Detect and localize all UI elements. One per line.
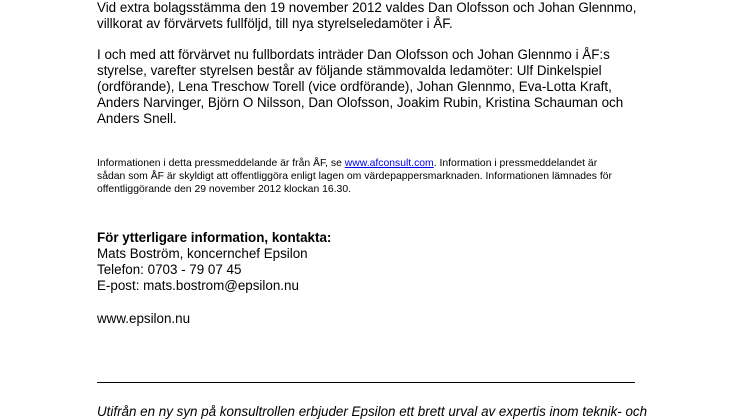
- contact-email: E-post: mats.bostrom@epsilon.nu: [97, 278, 299, 293]
- disclosure-line-3: offentliggörande den 29 november 2012 klockan 16.30.: [97, 184, 351, 195]
- contact-name: Mats Boström, koncernchef Epsilon: [97, 246, 308, 261]
- footer-text: Utifrån en ny syn på konsultrollen erbjuder Epsilon ett brett urval av expertis inom teknik- och: [97, 404, 648, 419]
- paragraph-2-line-3: (ordförande), Lena Treschow Torell (vice ordförande), Johan Glennmo, Eva-Lotta Kraft,: [97, 79, 612, 94]
- disclosure-line-2: sådan som ÅF är skyldigt att offentliggöra enligt lagen om värdepappersmarknaden. Informationen lämnades för: [97, 171, 613, 182]
- disclosure-line-1: [97, 158, 597, 170]
- contact-phone: Telefon: 0703 - 79 07 45: [97, 262, 242, 277]
- afconsult-link[interactable]: www.afconsult.com: [344, 158, 434, 169]
- paragraph-2-line-5: Anders Snell.: [97, 111, 177, 126]
- contact-heading: För ytterligare information, kontakta:: [97, 230, 332, 245]
- website-link[interactable]: www.epsilon.nu: [97, 311, 191, 326]
- disclosure-text-pre: Informationen i detta pressmeddelande är från ÅF, se: [97, 158, 345, 169]
- paragraph-2-line-1: I och med att förvärvet nu fullbordats inträder Dan Olofsson och Johan Glennmo i ÅF:s: [97, 47, 610, 62]
- paragraph-1-line-2: villkorat av förvärvets fullföljd, till nya styrelseledamöter i ÅF.: [97, 16, 453, 31]
- paragraph-2-line-2: styrelse, varefter styrelsen består av följande stämmovalda ledamöter: Ulf Dinkelspiel: [97, 63, 602, 78]
- paragraph-1-line-1: Vid extra bolagsstämma den 19 november 2012 valdes Dan Olofsson och Johan Glennmo,: [97, 0, 637, 15]
- disclosure-text-post: . Information i pressmeddelandet är: [433, 158, 598, 169]
- paragraph-2-line-4: Anders Narvinger, Björn O Nilsson, Dan Olofsson, Joakim Rubin, Kristina Schauman och: [97, 95, 624, 110]
- footer-divider: [97, 382, 635, 383]
